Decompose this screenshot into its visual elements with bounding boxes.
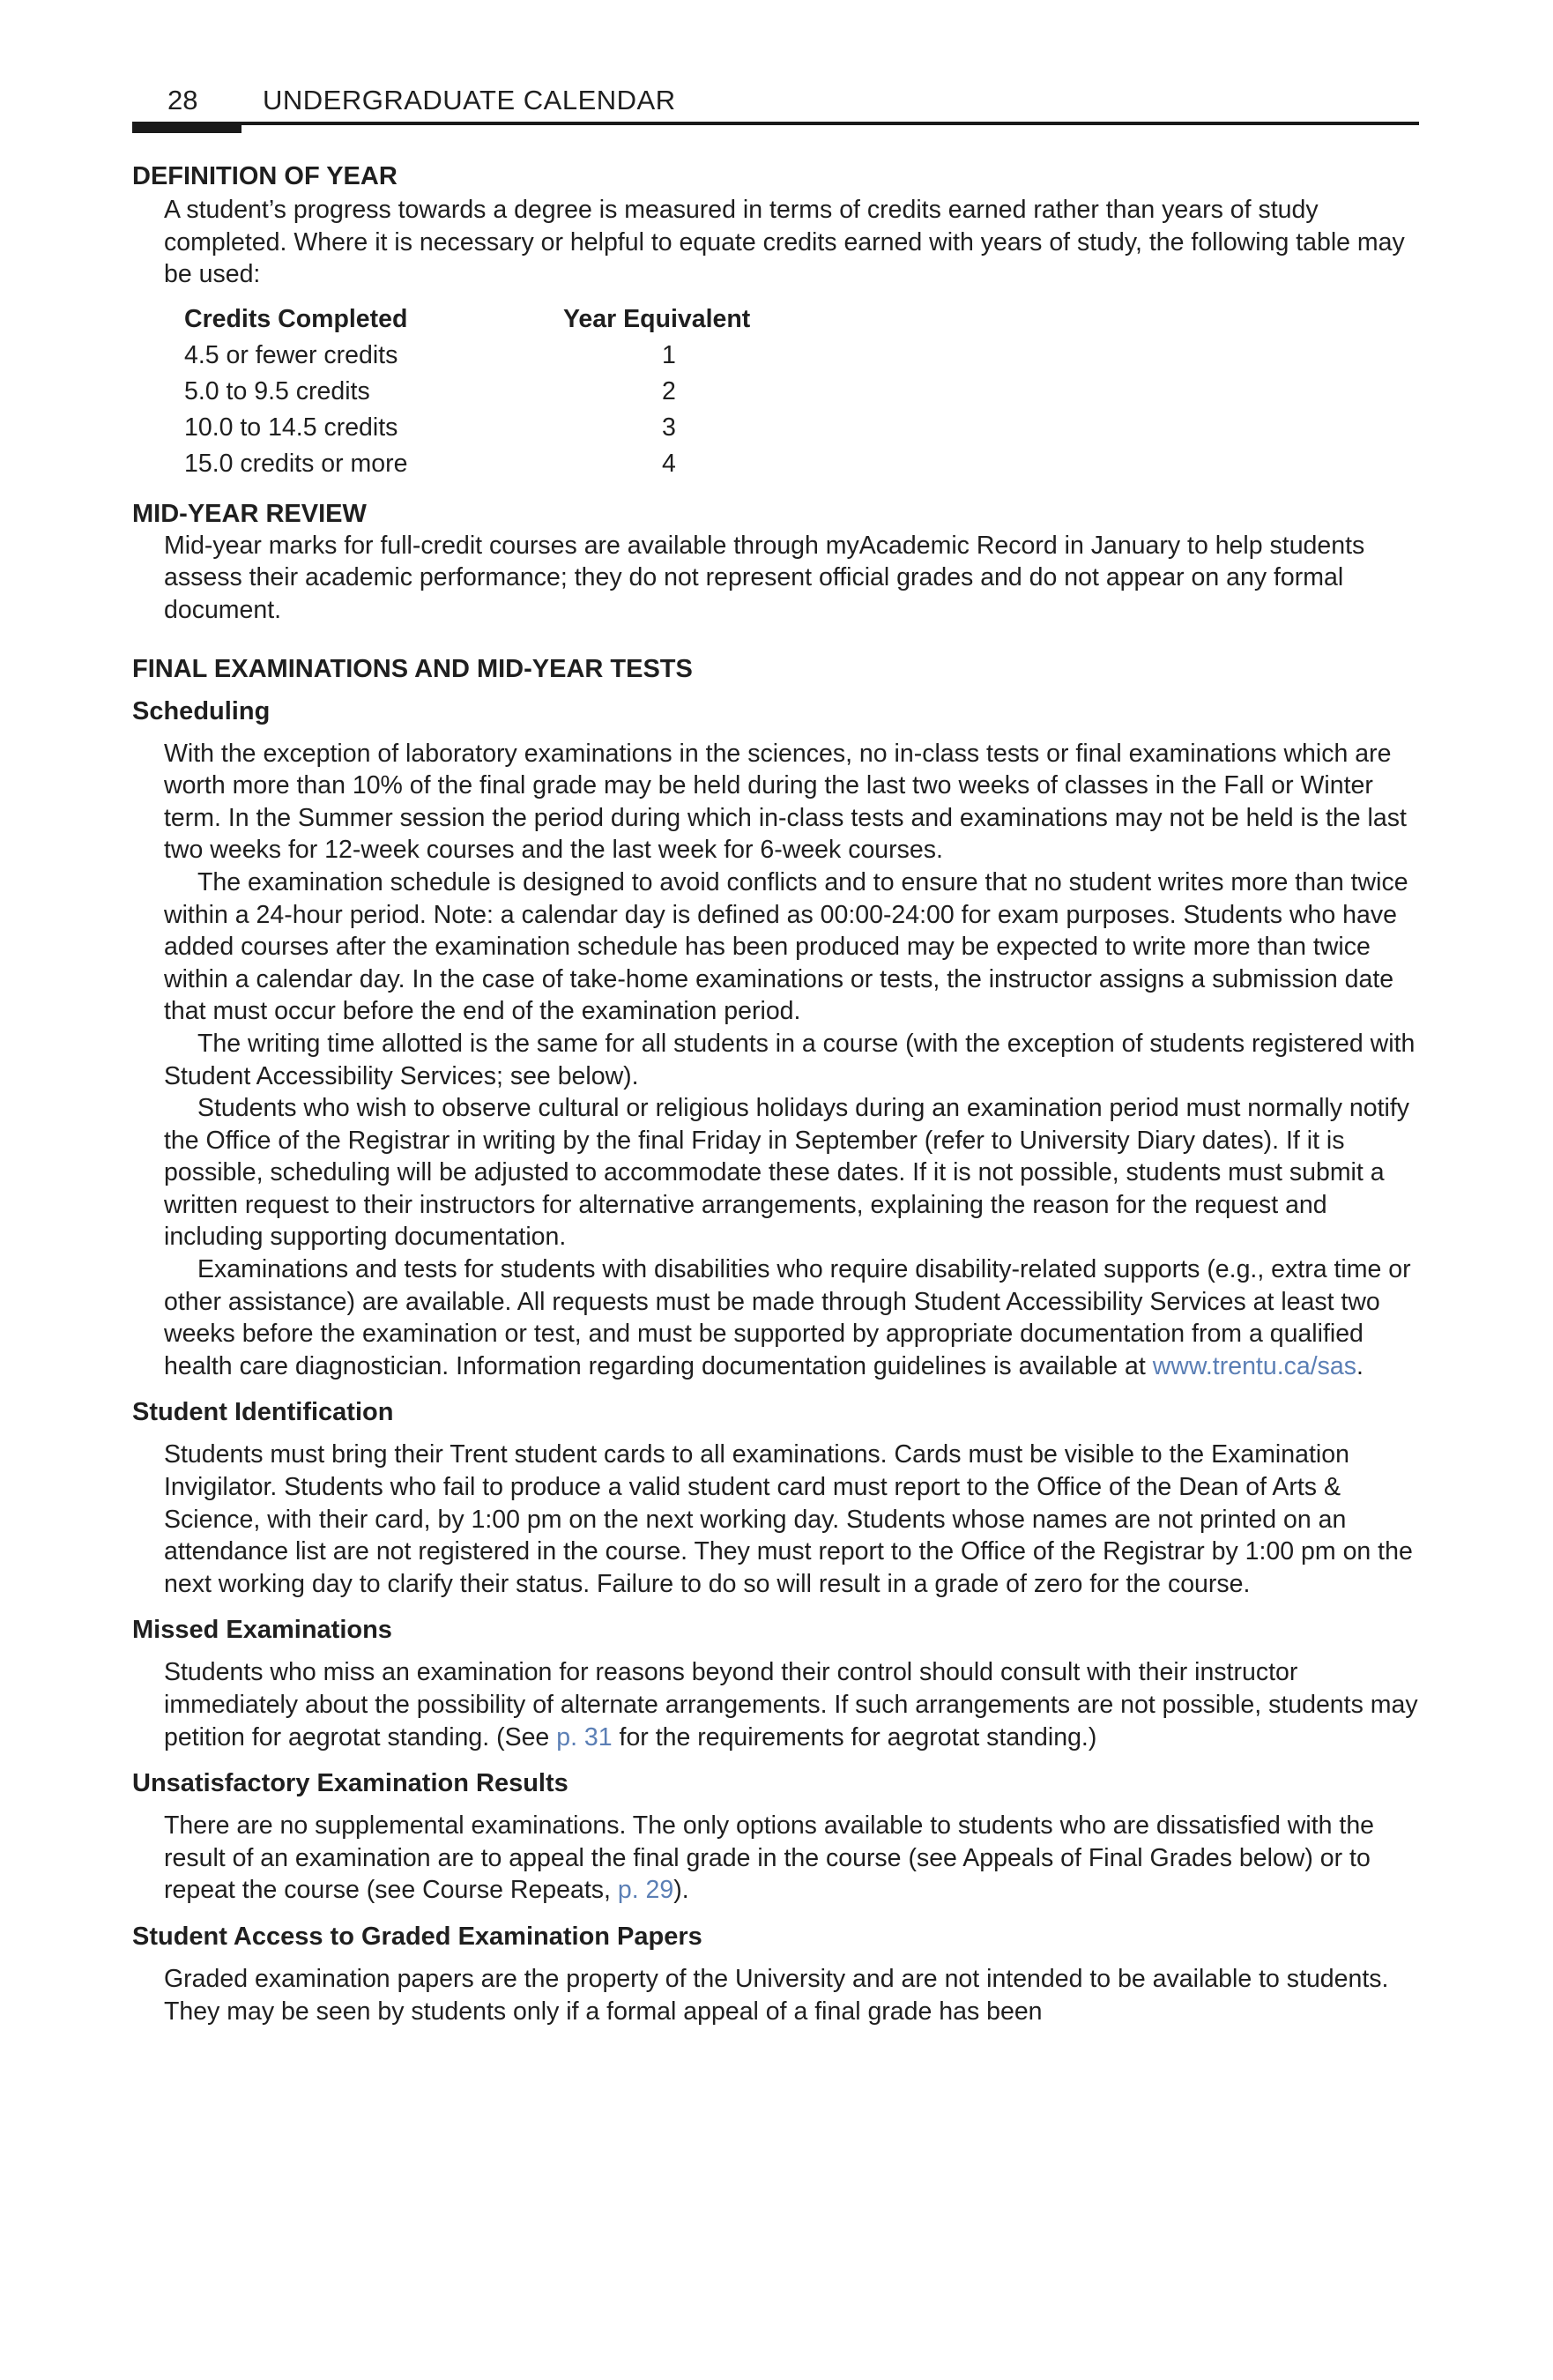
table-cell-year: 2 bbox=[662, 376, 676, 405]
page-content bbox=[132, 160, 1428, 2027]
scheduling-paragraph: Examinations and tests for students with disabilities who require disability-related supports (e.g., extra time or other assistance) are available. All requests must be made through Student Accessibility Services at least two weeks before the examination or test, and must be supported by appropriate documentation from a qualified health care diagnostician. Information regarding documentation guidelines is available at www.trentu.ca/sas. bbox=[164, 1255, 1411, 1380]
table-cell-credits: 4.5 or fewer credits bbox=[184, 340, 398, 369]
table-cell-year: 4 bbox=[662, 449, 676, 478]
table-cell-credits: 5.0 to 9.5 credits bbox=[184, 376, 370, 405]
table-cell-year: 1 bbox=[662, 340, 676, 369]
scheduling-paragraph: The examination schedule is designed to avoid conflicts and to ensure that no student writes more than twice within a 24-hour period. Note: a calendar day is defined as 00:00-24:00 for exam purposes. Students who have added courses after the examination schedule has been produced may be expected to write more than twice within a calendar day. In the case of take-home examinations or tests, the instructor assigns a submission date that must occur before the end of the examination period. bbox=[164, 867, 1408, 1026]
header-rule-tab bbox=[132, 122, 241, 133]
scheduling-paragraph: The writing time allotted is the same for all students in a course (with the exception of students registered with Student Accessibility Services; see below). bbox=[164, 1029, 1416, 1090]
table-header-credits: Credits Completed bbox=[184, 304, 408, 333]
sas-website-link[interactable]: www.trentu.ca/sas bbox=[1152, 1351, 1356, 1380]
table-row bbox=[184, 446, 1428, 482]
table-header-year: Year Equivalent bbox=[563, 304, 751, 333]
table-cell-credits: 15.0 credits or more bbox=[184, 449, 408, 478]
table-cell-credits: 10.0 to 14.5 credits bbox=[184, 413, 398, 442]
heading-unsatisfactory-results: Unsatisfactory Examination Results bbox=[132, 1769, 568, 1798]
running-title: UNDERGRADUATE CALENDAR bbox=[263, 85, 676, 115]
heading-scheduling: Scheduling bbox=[132, 696, 271, 725]
table-cell-year: 3 bbox=[662, 413, 676, 442]
student-identification-text: Students must bring their Trent student cards to all examinations. Cards must be visible to the Examination Invigilator. Students who fail to produce a valid student card must report to the Office of the Dean of Arts & Science, with their card, by 1:00 pm on the next working day. Students whose names are not printed on an attendance list are not registered in the course. They must report to the Office of the Registrar by 1:00 pm on the next working day to clarify their status. Failure to do so will result in a grade of zero for the course. bbox=[164, 1440, 1413, 1598]
missed-examinations-text: Students who miss an examination for reasons beyond their control should consult with their instructor immediately about the possibility of alternate arrangements. If such arrangements are not possible, students may petition for aegrotat standing. (See p. 31 for the requirements for aegrotat standing.) bbox=[164, 1658, 1418, 1752]
header-rule bbox=[132, 122, 1419, 125]
definition-of-year-text: A student’s progress towards a degree is measured in terms of credits earned rather than years of study completed. Where it is necessary or helpful to equate credits earned with years of study, the following table may be used: bbox=[164, 196, 1405, 289]
scheduling-text bbox=[164, 738, 1428, 1383]
scheduling-paragraph: Students who wish to observe cultural or religious holidays during an examination period must normally notify the Office of the Registrar in writing by the final Friday in September (refer to University Diary dates). If it is possible, scheduling will be adjusted to accommodate these dates. If it is not possible, students must submit a written request to their instructors for alternative arrangements, explaining the reason for the request and including supporting documentation. bbox=[164, 1094, 1410, 1252]
table-row bbox=[184, 338, 1428, 374]
page-header bbox=[132, 81, 1419, 134]
scheduling-paragraph: With the exception of laboratory examinations in the sciences, no in-class tests or final examinations which are worth more than 10% of the final grade may be held during the last two weeks of classes in the Fall or Winter term. In the Summer session the period during which in-class tests and examinations may not be held is the last two weeks for 12-week courses and the last week for 6-week courses. bbox=[164, 739, 1407, 865]
graded-papers-access-text: Graded examination papers are the property of the University and are not intended to be available to students. They may be seen by students only if a formal appeal of a final grade has been bbox=[164, 1964, 1389, 2026]
table-row bbox=[184, 410, 1428, 446]
heading-student-identification: Student Identification bbox=[132, 1398, 394, 1427]
heading-final-examinations: FINAL EXAMINATIONS AND MID-YEAR TESTS bbox=[132, 654, 693, 683]
page-31-link[interactable]: p. 31 bbox=[556, 1722, 613, 1752]
heading-definition-of-year: DEFINITION OF YEAR bbox=[132, 162, 398, 190]
table-header-row bbox=[184, 301, 1428, 338]
page-29-link[interactable]: p. 29 bbox=[617, 1876, 674, 1905]
page-number: 28 bbox=[167, 85, 198, 115]
mid-year-review-text: Mid-year marks for full-credit courses are available through myAcademic Record in January to help students assess their academic performance; they do not represent official grades and do not appear on any formal document. bbox=[164, 531, 1365, 624]
heading-graded-papers-access: Student Access to Graded Examination Papers bbox=[132, 1922, 702, 1951]
table-row bbox=[184, 374, 1428, 410]
unsatisfactory-results-text: There are no supplemental examinations. The only options available to students who are dissatisfied with the result of an examination are to appeal the final grade in the course (see Appeals of Final Grades below) or to repeat the course (see Course Repeats, p. 29). bbox=[164, 1811, 1375, 1905]
heading-mid-year-review: MID-YEAR REVIEW bbox=[132, 499, 367, 528]
year-equivalent-table bbox=[184, 301, 1428, 482]
heading-missed-examinations: Missed Examinations bbox=[132, 1616, 392, 1645]
